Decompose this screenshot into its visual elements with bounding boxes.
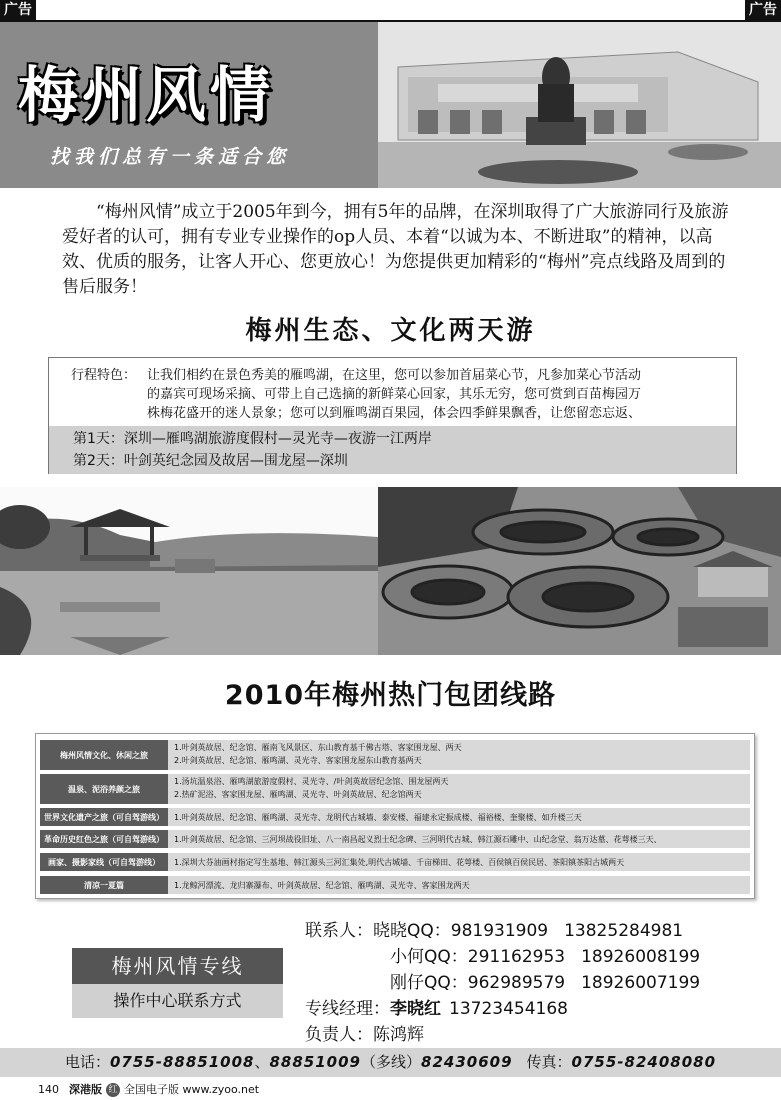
tulou-photo	[378, 487, 781, 655]
tulou-illustration	[378, 487, 781, 655]
route-line: 1.汤坑温泉浴、雁鸣湖旅游度假村、灵光寺、/叶剑英故居纪念馆、围龙屋两天	[174, 777, 449, 786]
page-number: 140	[38, 1083, 59, 1096]
brand-subtitle: 操作中心联系方式	[72, 984, 283, 1018]
edition-label: 深港版	[69, 1083, 102, 1096]
route-lines	[174, 879, 470, 892]
route-row	[40, 876, 750, 894]
ad-label-left: 广告	[0, 0, 36, 20]
qq-number: 291162953	[467, 947, 566, 967]
route-name: 世界文化遗产之旅（可自驾游线）	[40, 808, 168, 826]
tour-title: 梅州生态、文化两天游	[245, 316, 536, 346]
company-intro: “梅州风情”成立于2005年到今，拥有5年的品牌，在深圳取得了广大旅游同行及旅游爱好者的认可，拥有专业专业操作的op人员、本着“以诚为本、不断进取”的精神，以高效、优质的服务，让客人开心、您更放心！为您提供更加精彩的“梅州”亮点线路及周到的售后服务！	[62, 202, 729, 297]
hero-title: 梅州风情	[18, 61, 274, 131]
route-name: 革命历史红色之旅（可自驾游线）	[40, 830, 168, 848]
feature-line: 株梅花盛开的迷人景象；您可以到雁鸣湖百果园，体会四季鲜果飘香，让您留恋忘返、	[147, 406, 642, 421]
route-row	[40, 853, 750, 871]
owner-name: 陈鸿辉	[373, 1025, 424, 1045]
route-row	[40, 808, 750, 826]
routes-title: 2010年梅州热门包团线路	[224, 680, 557, 711]
qq-number: 981931909	[450, 921, 549, 941]
route-lines	[174, 833, 662, 846]
phone-number: 18926007199	[581, 973, 701, 993]
feature-line: 的嘉宾可现场采摘、可带上自己选摘的新鲜菜心回家，其乐无穷，您可赏到百苗梅园万	[147, 387, 642, 402]
route-lines	[174, 811, 582, 824]
brand-box	[72, 948, 283, 1018]
tel-separator: 、	[254, 1053, 270, 1071]
routes-table	[35, 733, 755, 899]
itinerary-day-2: 第2天：叶剑英纪念园及故居—围龙屋—深圳	[73, 453, 348, 469]
route-lines	[174, 856, 624, 869]
fax-number: 0755-82408080	[571, 1053, 717, 1071]
tel-number-2: 88851009	[269, 1053, 361, 1071]
multi-line-note: （多线）	[361, 1053, 422, 1071]
ad-label-right: 广告	[745, 0, 781, 20]
route-name: 梅州风情文化、休闲之旅	[40, 740, 168, 770]
route-line: 1.龙鲸河漂流、龙归寨瀑布、叶剑英故居、纪念馆、雁鸣湖、灵光寺、客家围龙两天	[174, 881, 470, 890]
contact-label: 联系人：	[305, 921, 373, 941]
manager-row	[305, 996, 568, 1022]
manager-phone: 13723454168	[449, 999, 568, 1019]
qq-label: 小何QQ：	[390, 947, 468, 967]
owner-label: 负责人：	[305, 1025, 373, 1045]
qq-label: 刚仔QQ：	[390, 973, 468, 993]
route-line: 2.叶剑英故居、纪念馆、雁鸣湖、灵光寺、客家围龙屋东山教育基两天	[174, 756, 422, 765]
route-name: 清凉一夏篇	[40, 876, 168, 894]
phone-number: 18926008199	[581, 947, 701, 967]
manager-label: 专线经理：	[305, 999, 390, 1019]
tour-feature-text	[71, 366, 721, 423]
feature-label: 行程特色：	[71, 368, 137, 383]
hero-banner	[0, 22, 378, 188]
tour-feature-box	[48, 357, 737, 474]
phone-number: 13825284981	[564, 921, 684, 941]
route-row	[40, 774, 750, 804]
fax-label: 传真：	[526, 1053, 572, 1071]
route-row	[40, 740, 750, 770]
route-line: 1.叶剑英故居、纪念馆、雁鸣湖、灵光寺、龙明代古城墙、泰安楼、福建永定振成楼、福裕楼、奎聚楼、如升楼三天	[174, 813, 582, 822]
itinerary-band	[49, 426, 736, 474]
owner-row	[305, 1022, 424, 1048]
contact-row	[390, 944, 700, 970]
route-line: 1.深圳大芬油画村指定写生基地、韩江源头三河汇集处,明代古城墙、千亩梯田、花萼楼、百侯镇百侯民居、茶阳镇茶阳古城两天	[174, 858, 625, 867]
qq-number: 962989579	[467, 973, 566, 993]
page-footer	[38, 1083, 259, 1097]
route-lines	[174, 741, 462, 767]
memorial-photo-illustration	[378, 22, 781, 188]
red-seal-icon: 红	[106, 1083, 120, 1097]
manager-name: 李晓红	[390, 999, 441, 1019]
tel-label: 电话：	[64, 1053, 110, 1071]
tel-number-1: 0755-88851008	[110, 1053, 255, 1071]
feature-line: 让我们相约在景色秀美的雁鸣湖，在这里，您可以参加首届菜心节，凡参加菜心节活动	[147, 368, 642, 383]
route-row	[40, 830, 750, 848]
route-name: 温泉、泥浴养颜之旅	[40, 774, 168, 804]
route-line: 1.叶剑英故居、纪念馆、雁南飞风景区、东山教育基千佛古塔、客家围龙屋、两天	[174, 743, 462, 752]
route-name: 画家、摄影家线（可自驾游线）	[40, 853, 168, 871]
contact-row	[305, 918, 683, 944]
lake-pavilion-photo	[0, 487, 378, 655]
route-line: 2.热矿泥浴、客家围龙屋、雁鸣湖、灵光寺、叶剑英故居、纪念馆两天	[174, 790, 422, 799]
website-link[interactable]: 全国电子版 www.zyoo.net	[124, 1083, 260, 1096]
brand-name: 梅州风情专线	[72, 948, 283, 984]
route-lines	[174, 775, 448, 801]
itinerary-day-1: 第1天：深圳—雁鸣湖旅游度假村—灵光寺—夜游一江两岸	[73, 431, 432, 447]
route-line: 1.叶剑英故居、纪念馆、三河坝战役旧址、八一南昌起义烈士纪念碑、三河明代古城、韩江源石雕中、山纪念堂、翁万达墓、花萼楼三天、	[174, 835, 662, 844]
phone-footer	[0, 1048, 781, 1077]
contact-row	[390, 970, 700, 996]
tel-number-3: 82430609	[421, 1053, 513, 1071]
lake-pavilion-illustration	[0, 487, 378, 655]
memorial-photo	[378, 22, 781, 188]
hero-slogan: 找我们总有一条适合您	[50, 146, 291, 168]
qq-label: 晓晓QQ：	[373, 921, 451, 941]
